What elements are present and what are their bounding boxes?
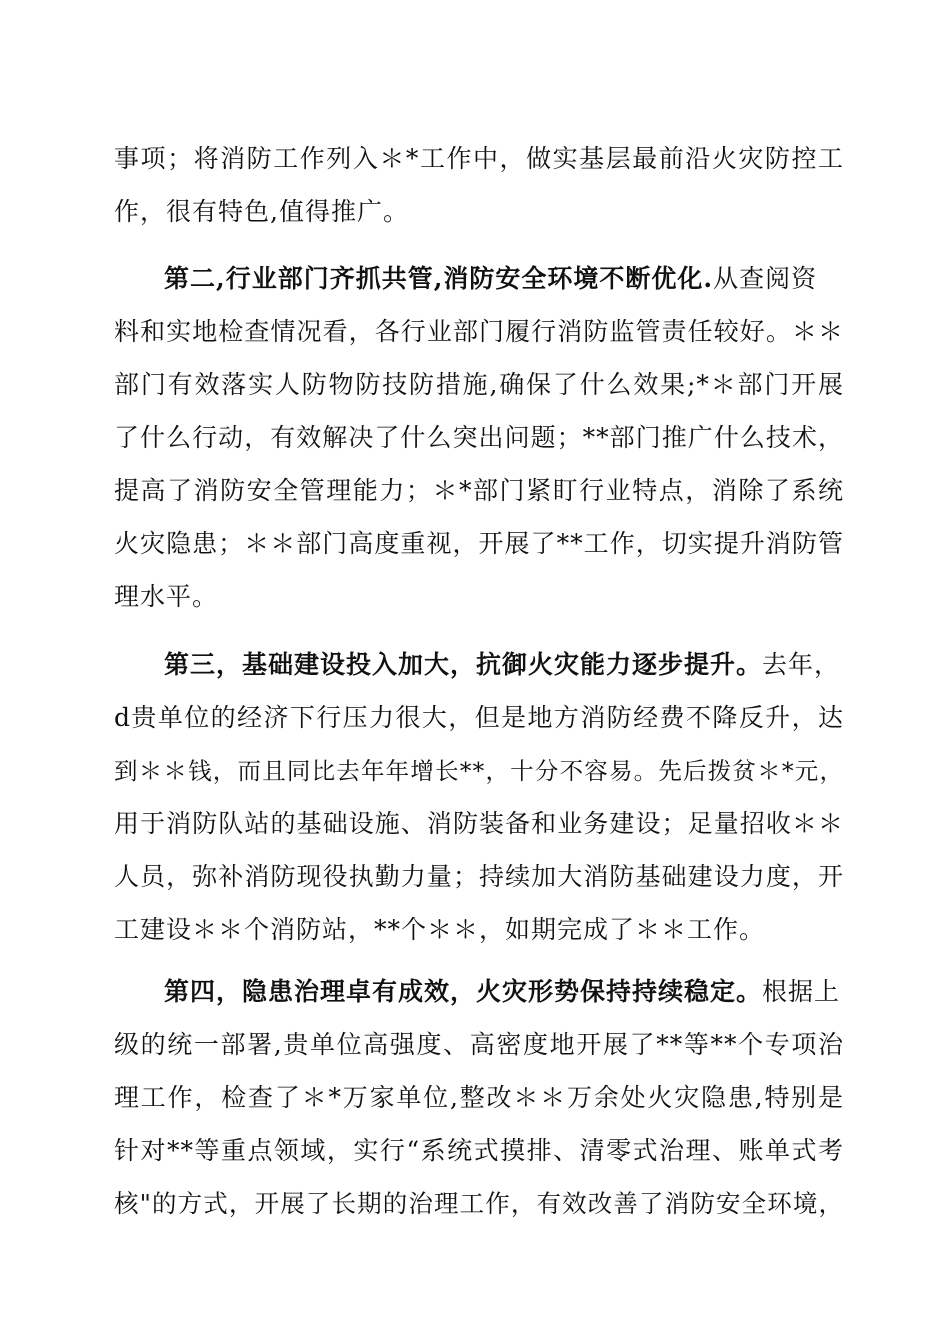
text-line: d贵单位的经济下行压力很大，但是地方消防经费不降反升，达 bbox=[114, 703, 844, 732]
text-line: 部门有效落实人防物防技防措施,确保了什么效果;*＊部门开展 bbox=[114, 370, 844, 399]
text-run: 去年， bbox=[762, 650, 841, 679]
text-line: 事项；将消防工作列入＊*工作中，做实基层最前沿火灾防控工 bbox=[114, 144, 844, 173]
text-line: 核"的方式，开展了长期的治理工作，有效改善了消防安全环境， bbox=[114, 1189, 844, 1218]
text-line: 级的统一部署,贵单位高强度、高密度地开展了**等**个专项治 bbox=[114, 1030, 844, 1059]
text-line: 了什么行动，有效解决了什么突出问题；**部门推广什么技术， bbox=[114, 423, 844, 452]
text-line: 提高了消防安全管理能力；＊*部门紧盯行业特点，消除了系统 bbox=[114, 476, 844, 505]
text-line: 用于消防队站的基础设施、消防装备和业务建设；足量招收＊＊ bbox=[114, 809, 844, 838]
text-run: 根据上 bbox=[762, 977, 841, 1006]
paragraph-line bbox=[164, 648, 844, 682]
section-heading: 第三，基础建设投入加大，抗御火灾能力逐步提升。 bbox=[164, 650, 763, 679]
paragraph-line bbox=[164, 975, 844, 1009]
section-heading: 第二,行业部门齐抓共管,消防安全环境不断优化. bbox=[164, 264, 714, 293]
text-line: 料和实地检查情况看，各行业部门履行消防监管责任较好。＊＊ bbox=[114, 317, 844, 346]
text-line: 到＊＊钱，而且同比去年年增长**，十分不容易。先后拨贫＊*元， bbox=[114, 757, 844, 785]
text-line: 工建设＊＊个消防站，**个＊＊，如期完成了＊＊工作。 bbox=[114, 915, 766, 944]
text-line: 理水平。 bbox=[114, 582, 219, 611]
text-line: 理工作，检查了＊*万家单位,整改＊＊万余处火灾隐患,特别是 bbox=[114, 1083, 844, 1112]
text-line: 人员，弥补消防现役执勤力量；持续加大消防基础建设力度，开 bbox=[114, 862, 844, 891]
section-heading: 第四，隐患治理卓有成效，火灾形势保持持续稳定。 bbox=[164, 977, 763, 1006]
text-run: 从查阅资 bbox=[713, 264, 818, 293]
text-line: 火灾隐患；＊＊部门高度重视，开展了**工作，切实提升消防管 bbox=[114, 529, 844, 558]
paragraph-line bbox=[164, 262, 844, 296]
text-line: 作，很有特色,值得推广。 bbox=[114, 197, 409, 226]
text-line: 针对**等重点领域，实行“系统式摸排、清零式治理、账单式考 bbox=[114, 1136, 844, 1165]
